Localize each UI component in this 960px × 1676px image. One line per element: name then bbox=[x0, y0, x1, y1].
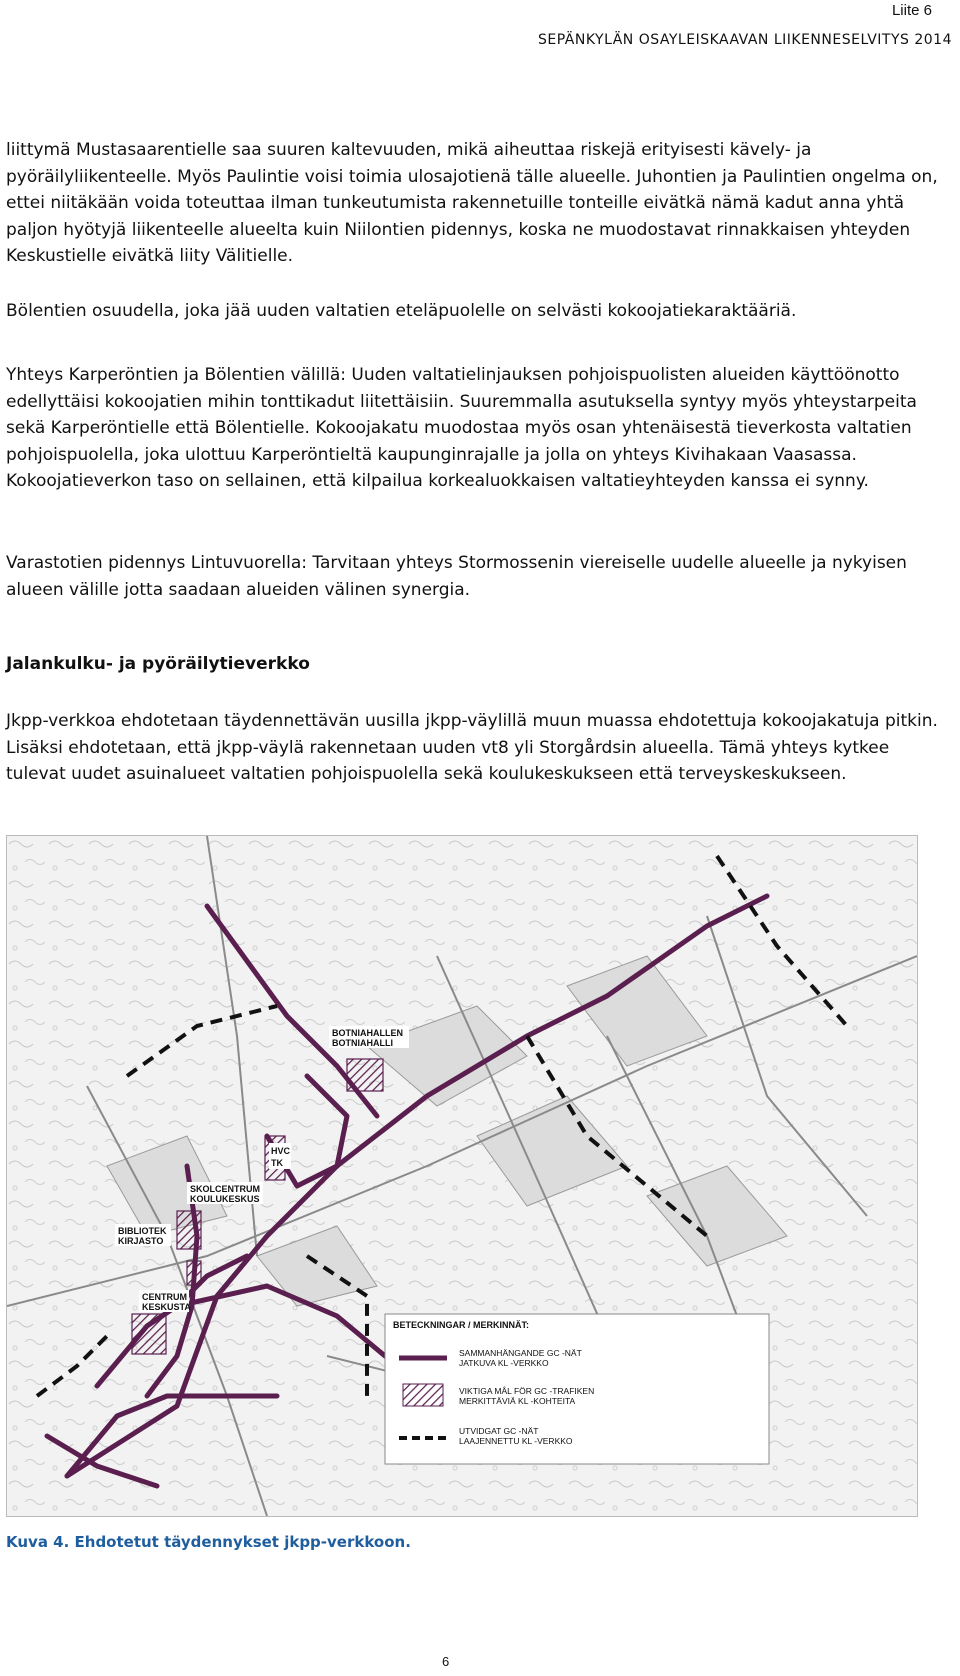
map-svg bbox=[7, 836, 917, 1516]
network-map bbox=[6, 835, 918, 1517]
label-centrum-sv: CENTRUM bbox=[142, 1292, 187, 1302]
figure-caption: Kuva 4. Ehdotetut täydennykset jkpp-verkkoon. bbox=[6, 1533, 411, 1551]
target-area-bibliotek bbox=[187, 1261, 201, 1285]
legend-swatch-target bbox=[403, 1384, 443, 1406]
map-legend bbox=[385, 1314, 769, 1464]
page-number: 6 bbox=[442, 1654, 450, 1669]
label-bib-fi: KIRJASTO bbox=[118, 1236, 164, 1246]
label-centrum-fi: KESKUSTA bbox=[142, 1302, 191, 1312]
appendix-label: Liite 6 bbox=[891, 2, 932, 19]
legend-item3-line2: LAAJENNETTU KL -VERKKO bbox=[459, 1436, 573, 1446]
legend-item2-line2: MERKITTÄVIÄ KL -KOHTEITA bbox=[459, 1396, 576, 1406]
label-botnia-sv: BOTNIAHALLEN bbox=[332, 1028, 403, 1038]
legend-item1-line1: SAMMANHÄNGANDE GC -NÄT bbox=[459, 1348, 582, 1358]
label-tk: TK bbox=[271, 1158, 283, 1168]
legend-item2-line1: VIKTIGA MÅL FÖR GC -TRAFIKEN bbox=[459, 1386, 595, 1396]
legend-item1-line2: JATKUVA KL -VERKKO bbox=[459, 1358, 549, 1368]
legend-item3-line1: UTVIDGAT GC -NÄT bbox=[459, 1426, 539, 1436]
label-hvc: HVC bbox=[271, 1146, 291, 1156]
target-area-botnia bbox=[347, 1059, 383, 1091]
label-skol-fi: KOULUKESKUS bbox=[190, 1194, 260, 1204]
paragraph-3: Yhteys Karperöntien ja Bölentien välillä: Uuden valtatielinjauksen pohjoispuolisten alueiden käyttöönotto edellyttäisi kokoojatien mihin tonttikadut liitettäisiin. Suuremmalla asutuksella syntyy myös yhteystarpeita sekä Karperöntielle että Bölentielle. Kokoojakatu muodostaa myös osan yhtenäisestä tieverkosta valtatien pohjoispuolella, joka ulottuu Karperöntieltä kaupunginrajalle ja jolla on yhteys Kivihakaan Vaasassa. Kokoojatieverkon taso on sellainen, että kilpailua korkealuokkaisen valtatieyhteyden kanssa ei synny. bbox=[6, 365, 917, 491]
paragraph-1: liittymä Mustasaarentielle saa suuren kaltevuuden, mikä aiheuttaa riskejä erityisesti kävely- ja pyöräilyliikenteelle. Myös Paulintie voisi toimia ulosajotienä tälle alueelle. Juhontien ja Paulintien ongelma on, ettei niitäkään voida toteuttaa ilman tunkeutumista rakennetuille tonteille eivätkä nämä kadut anna yhtä paljon hyötyjä liikenteelle alueelta kuin Niilontien pidennys, koska ne muodostavat rinnakkaisen yhteyden Keskustielle eivätkä liity Välitielle. bbox=[6, 140, 938, 266]
target-area-centrum bbox=[132, 1314, 166, 1354]
document-title: SEPÄNKYLÄN OSAYLEISKAAVAN LIIKENNESELVITYS 2014 bbox=[538, 32, 952, 48]
label-bib-sv: BIBLIOTEK bbox=[118, 1226, 167, 1236]
label-botnia-fi: BOTNIAHALLI bbox=[332, 1038, 393, 1048]
section-paragraph: Jkpp-verkkoa ehdotetaan täydennettävän uusilla jkpp-väylillä muun muassa ehdotettuja kokoojakatuja pitkin. Lisäksi ehdotetaan, että jkpp-väylä rakennetaan uuden vt8 yli Storgårdsin alueella. Tämä yhteys kytkee tulevat uudet asuinalueet valtatien pohjoispuolella sekä koulukeskukseen että terveyskeskukseen. bbox=[6, 711, 938, 784]
label-skol-sv: SKOLCENTRUM bbox=[190, 1184, 260, 1194]
paragraph-2: Bölentien osuudella, joka jää uuden valtatien eteläpuolelle on selvästi kokoojatiekaraktääriä. bbox=[6, 301, 797, 321]
section-heading: Jalankulku- ja pyöräilytieverkko bbox=[6, 654, 310, 674]
legend-title: BETECKNINGAR / MERKINNÄT: bbox=[393, 1320, 529, 1330]
target-area-skolcentrum bbox=[177, 1211, 201, 1249]
paragraph-4: Varastotien pidennys Lintuvuorella: Tarvitaan yhteys Stormossenin viereiselle uudelle alueelle ja nykyisen alueen välille jotta saadaan alueiden välinen synergia. bbox=[6, 553, 907, 600]
